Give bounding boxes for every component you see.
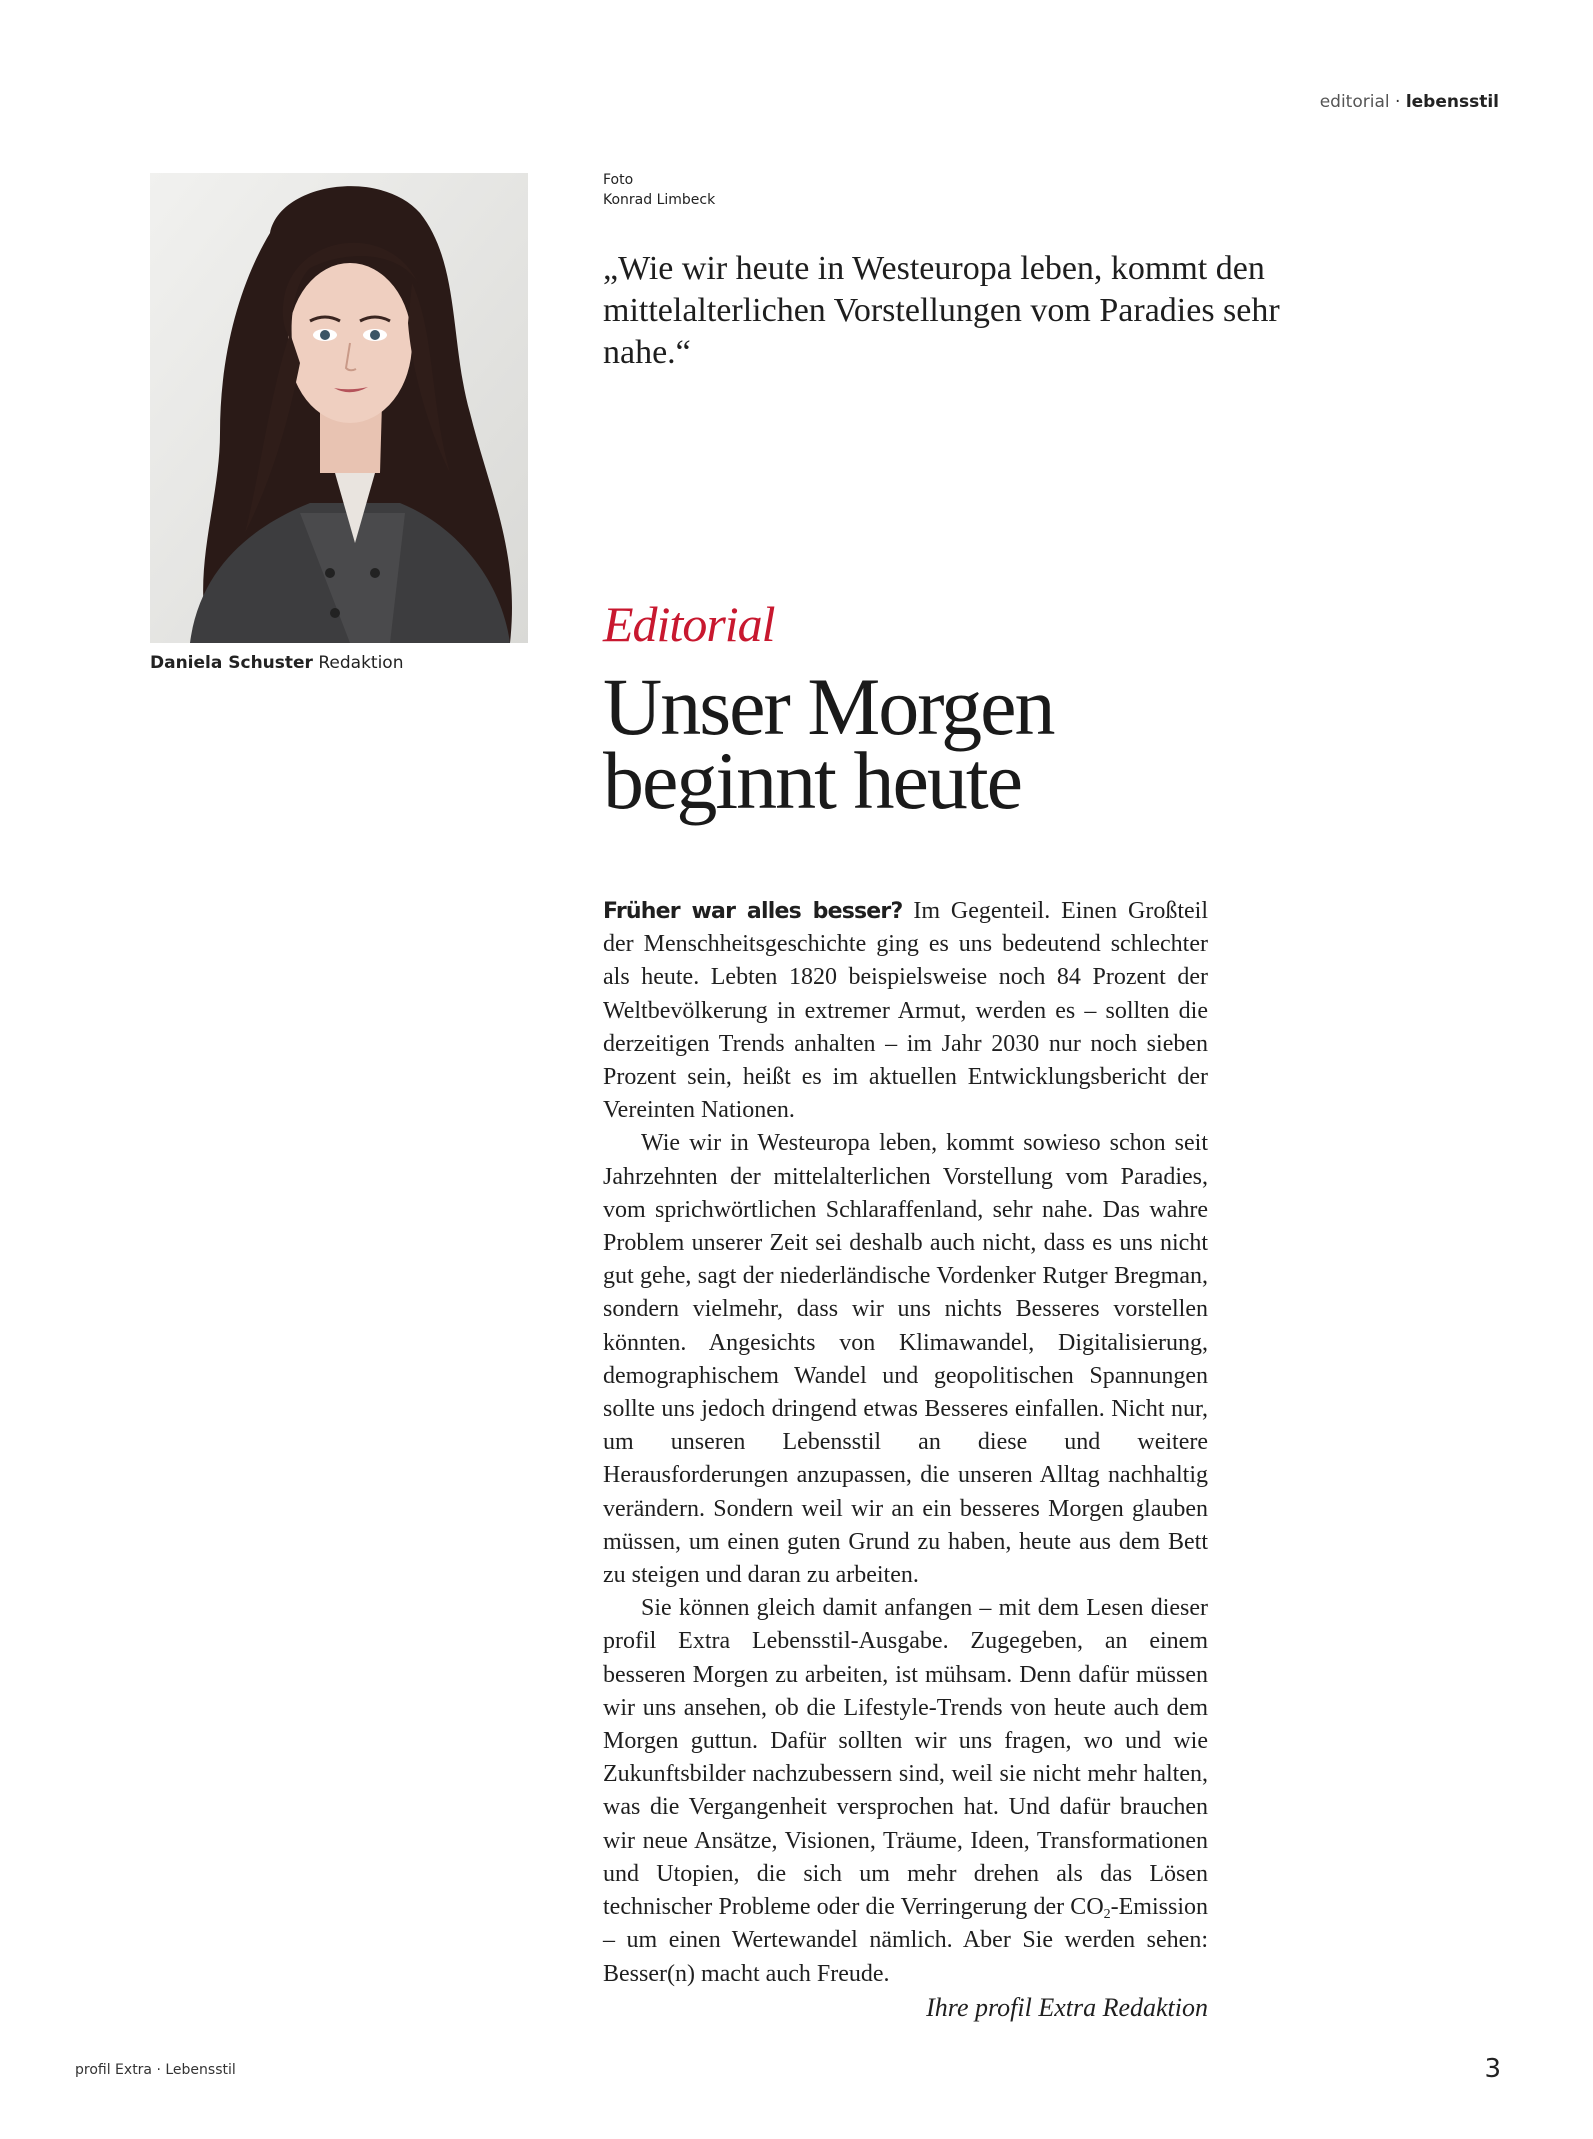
headline-line-1: Unser Morgen <box>603 661 1054 752</box>
pull-quote: „Wie wir heute in Westeuropa leben, kommt den mittelalterlichen Vorstellungen vom Paradies sehr nahe.“ <box>603 250 1280 371</box>
section-kicker: Editorial <box>603 596 775 652</box>
photo-credit-name: Konrad Limbeck <box>603 192 716 208</box>
page-number: 3 <box>1484 2054 1501 2084</box>
portrait-illustration <box>150 173 528 643</box>
paragraph-1 <box>603 895 1208 1127</box>
headline-line-2: beginnt heute <box>603 735 1022 826</box>
photo-caption <box>150 653 403 673</box>
author-portrait <box>150 173 528 643</box>
photo-credit <box>603 170 715 210</box>
running-head-section: editorial <box>1319 92 1390 112</box>
headline <box>603 661 1303 826</box>
photo-credit-label: Foto <box>603 172 634 188</box>
signature: Ihre profil Extra Redaktion <box>926 1992 1208 2022</box>
lead-in: Früher war alles besser? <box>603 899 903 924</box>
co2-subscript: 2 <box>1103 1907 1111 1923</box>
caption-name: Daniela Schuster <box>150 653 313 673</box>
paragraph-2: Wie wir in Westeuropa leben, kommt sowieso schon seit Jahrzehnten der mittelalterlichen Vorstellung vom Paradies, vom sprichwörtlichen Schlaraffenland, sehr nahe. Das wahre Problem unserer Zeit sei deshalb auch nicht, dass es uns nicht gut gehe, sagt der niederländische Vordenker Rutger Bregman, sondern vielmehr, dass wir uns nichts Besseres vorstellen könnten. Angesichts von Klimawandel, Digitalisierung, demographischem Wandel und geopolitischen Spannungen sollte uns jedoch dringend etwas Besseres einfallen. Nicht nur, um unseren Lebensstil an diese und weitere Herausforderungen anzupassen, die unseren Alltag nachhaltig verändern. Sondern weil wir an ein besseres Morgen glauben müssen, um einen guten Grund zu haben, heute aus dem Bett zu steigen und daran zu arbeiten. <box>603 1130 1208 1589</box>
article-body <box>603 895 1208 2024</box>
running-head <box>1320 92 1499 112</box>
paragraph-3-text-b: -Emission – um einen Wertewandel nämlich. Aber Sie werden sehen: Besser(n) macht auch Freude. <box>603 1894 1208 1987</box>
footer-publication: profil Extra · Lebensstil <box>75 2062 236 2078</box>
running-head-separator: · <box>1389 92 1406 112</box>
running-head-topic: lebensstil <box>1405 92 1499 112</box>
paragraph-3 <box>603 1592 1208 1990</box>
paragraph-1-text: Im Gegenteil. Einen Großteil der Menschheitsgeschichte ging es uns bedeutend schlechter als heute. Lebten 1820 beispielsweise noch 84 Prozent der Weltbevölkerung in extremer Armut, werden es – sollten die derzeitigen Trends anhalten – im Jahr 2030 nur noch sieben Prozent sein, heißt es im aktuellen Entwicklungsbericht der Vereinten Nationen. <box>603 898 1208 1124</box>
paragraph-3-text-a: Sie können gleich damit anfangen – mit dem Lesen dieser profil Extra Lebensstil-Ausgabe. Zugegeben, an einem besseren Morgen zu arbeiten, ist mühsam. Denn dafür müssen wir uns ansehen, ob die Lifestyle-Trends von heute auch dem Morgen guttun. Dafür sollten wir uns fragen, wo und wie Zukunftsbilder nachzubessern sind, weil sie nicht mehr halten, was die Vergangenheit versprochen hat. Und dafür brauchen wir neue Ansätze, Visionen, Träume, Ideen, Transformationen und Utopien, die sich um mehr drehen als das Lösen technischer Probleme oder die Verringerung der CO <box>603 1595 1208 1921</box>
caption-role: Redaktion <box>318 653 404 673</box>
